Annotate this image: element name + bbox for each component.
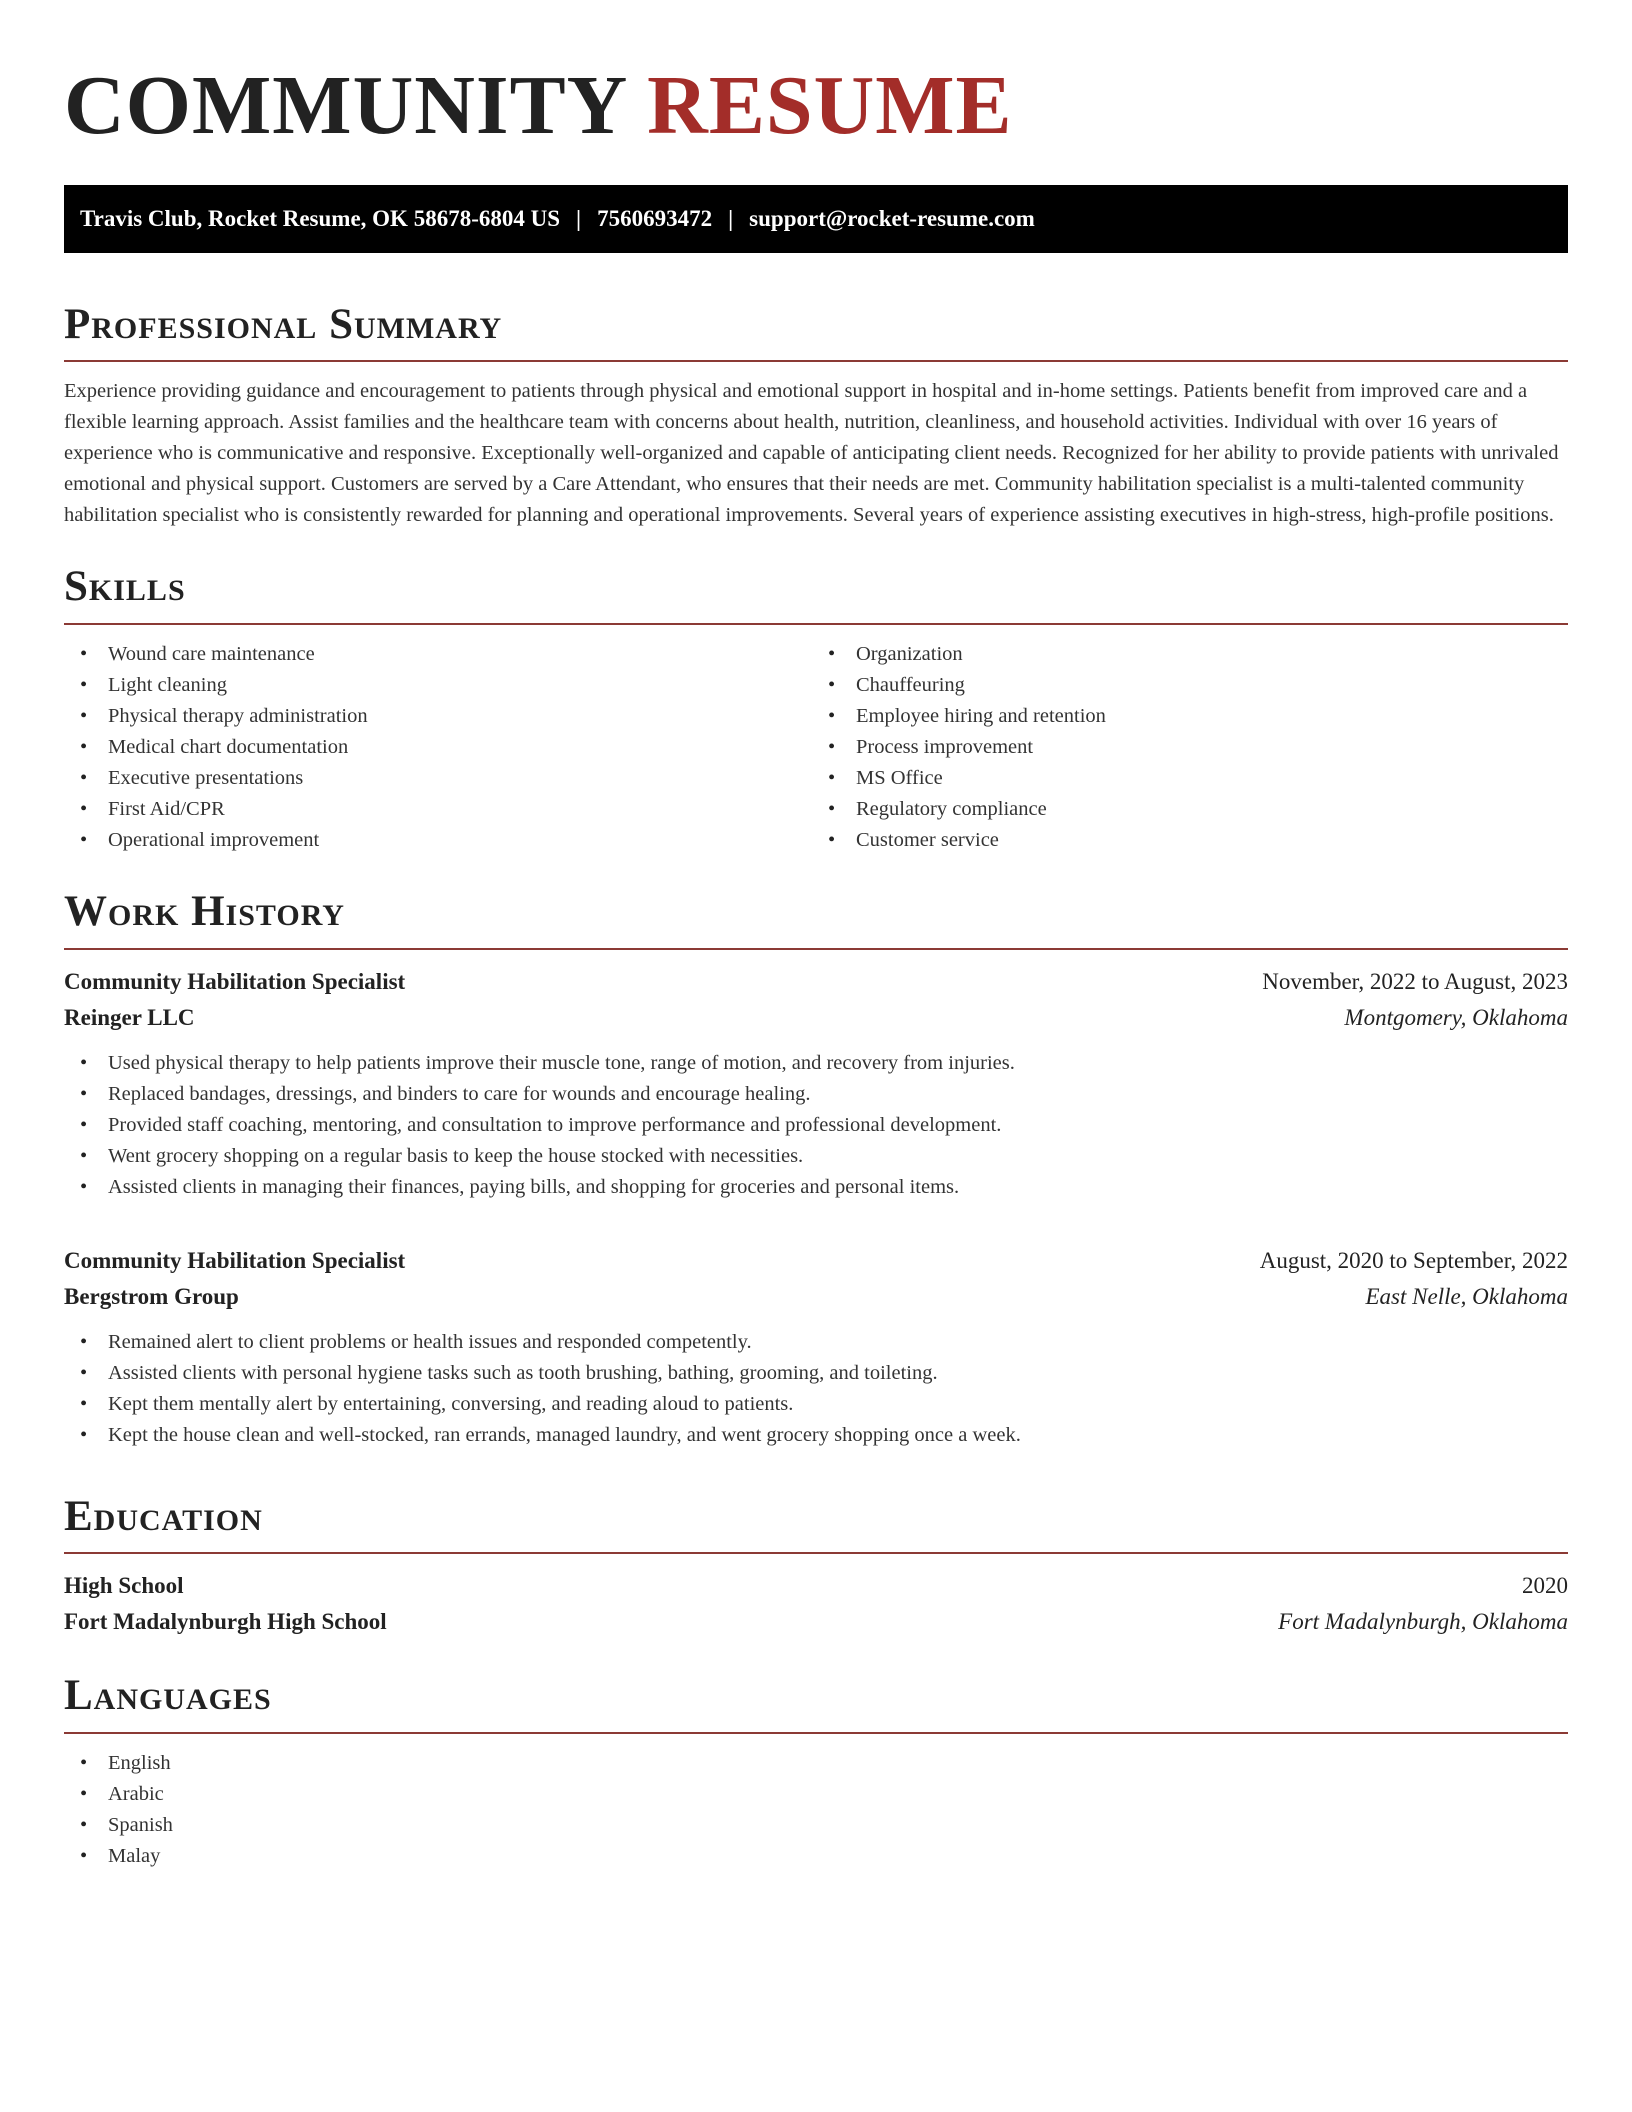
contact-separator: | <box>728 205 734 231</box>
job-dates: November, 2022 to August, 2023 <box>1262 968 1568 994</box>
job-company: Reinger LLC <box>64 1004 195 1030</box>
education-degree-row <box>64 1568 1568 1604</box>
skill-item: • Regulatory compliance <box>828 794 1568 825</box>
contact-separator: | <box>576 205 582 231</box>
skill-item: • Customer service <box>828 825 1568 856</box>
language-item: • English <box>80 1748 1568 1779</box>
skill-item: • Operational improvement <box>80 825 820 856</box>
education-location: Fort Madalynburgh, Oklahoma <box>1278 1609 1568 1635</box>
contact-email: support@rocket-resume.com <box>749 205 1035 231</box>
job-company: Bergstrom Group <box>64 1283 239 1309</box>
education-year: 2020 <box>1522 1573 1568 1599</box>
job-duty: • Assisted clients in managing their finances, paying bills, and shopping for groceries and personal items. <box>80 1172 1568 1203</box>
job-duties <box>64 1327 1568 1451</box>
job-duty: • Remained alert to client problems or health issues and responded competently. <box>80 1327 1568 1358</box>
job-entry <box>64 1243 1568 1451</box>
skill-item: • Medical chart documentation <box>80 732 820 763</box>
job-location: Montgomery, Oklahoma <box>1344 1004 1568 1030</box>
education-school-row <box>64 1604 1568 1640</box>
job-position: Community Habilitation Specialist <box>64 1247 406 1273</box>
skills-right-column <box>820 639 1568 856</box>
last-name: RESUME <box>647 59 1013 152</box>
skill-item: • Wound care maintenance <box>80 639 820 670</box>
contact-phone: 7560693472 <box>597 205 713 231</box>
languages-heading: Languages <box>64 1672 272 1720</box>
summary-heading: Professional Summary <box>64 300 503 348</box>
section-divider <box>64 1732 1568 1734</box>
education-degree: High School <box>64 1573 184 1599</box>
job-location: East Nelle, Oklahoma <box>1365 1283 1568 1309</box>
skill-item: • Organization <box>828 639 1568 670</box>
section-divider <box>64 623 1568 625</box>
section-divider <box>64 948 1568 950</box>
job-duty: • Kept the house clean and well-stocked, ran errands, managed laundry, and went grocery shopping once a week. <box>80 1420 1568 1451</box>
language-item: • Malay <box>80 1841 1568 1872</box>
summary-text: Experience providing guidance and encouragement to patients through physical and emotional support in hospital and in-home settings. Patients benefit from improved care and a flexible learning approach. Assist families and the healthcare team with concerns about health, nutrition, cleanliness, and household activities. Individual with over 16 years of experience who is communicative and responsive. Exceptionally well-organized and capable of anticipating client needs. Recognized for her ability to provide patients with unrivaled emotional and physical support. Customers are served by a Care Attendant, who ensures that their needs are met. Community habilitation specialist is a multi-talented community habilitation specialist who is consistently rewarded for planning and operational improvements. Several years of experience assisting executives in high-stress, high-profile positions. <box>64 380 1559 527</box>
section-divider <box>64 360 1568 362</box>
job-position: Community Habilitation Specialist <box>64 968 406 994</box>
job-duty: • Used physical therapy to help patients improve their muscle tone, range of motion, and recovery from injuries. <box>80 1048 1568 1079</box>
job-duty: • Kept them mentally alert by entertaining, conversing, and reading aloud to patients. <box>80 1389 1568 1420</box>
languages-list <box>64 1748 1568 1872</box>
job-duties <box>64 1048 1568 1203</box>
skills-grid <box>64 639 1568 856</box>
language-item: • Arabic <box>80 1779 1568 1810</box>
resume-name <box>64 56 1568 157</box>
skill-item: • Light cleaning <box>80 670 820 701</box>
skill-item: • MS Office <box>828 763 1568 794</box>
section-divider <box>64 1552 1568 1554</box>
job-duty: • Replaced bandages, dressings, and binders to care for wounds and encourage healing. <box>80 1079 1568 1110</box>
job-company-row <box>64 1000 1568 1036</box>
education-entry <box>64 1568 1568 1640</box>
contact-address: Travis Club, Rocket Resume, OK 58678-6804 US <box>80 205 561 231</box>
education-heading: Education <box>64 1492 263 1540</box>
contact-bar <box>64 185 1568 253</box>
work-history-heading: Work History <box>64 887 345 935</box>
language-item: • Spanish <box>80 1810 1568 1841</box>
skills-heading: Skills <box>64 563 186 611</box>
skill-item: • Chauffeuring <box>828 670 1568 701</box>
first-name: COMMUNITY <box>64 59 626 152</box>
skill-item: • Employee hiring and retention <box>828 701 1568 732</box>
skill-item: • Process improvement <box>828 732 1568 763</box>
skill-item: • First Aid/CPR <box>80 794 820 825</box>
skill-item: • Physical therapy administration <box>80 701 820 732</box>
job-duty: • Went grocery shopping on a regular basis to keep the house stocked with necessities. <box>80 1141 1568 1172</box>
skill-item: • Executive presentations <box>80 763 820 794</box>
skills-left-column <box>64 639 820 856</box>
job-duty: • Assisted clients with personal hygiene tasks such as tooth brushing, bathing, grooming, and toileting. <box>80 1358 1568 1389</box>
job-title-row <box>64 1243 1568 1279</box>
education-school: Fort Madalynburgh High School <box>64 1609 387 1635</box>
job-title-row <box>64 964 1568 1000</box>
job-entry <box>64 964 1568 1203</box>
job-company-row <box>64 1279 1568 1315</box>
job-duty: • Provided staff coaching, mentoring, and consultation to improve performance and professional development. <box>80 1110 1568 1141</box>
job-dates: August, 2020 to September, 2022 <box>1259 1247 1568 1273</box>
